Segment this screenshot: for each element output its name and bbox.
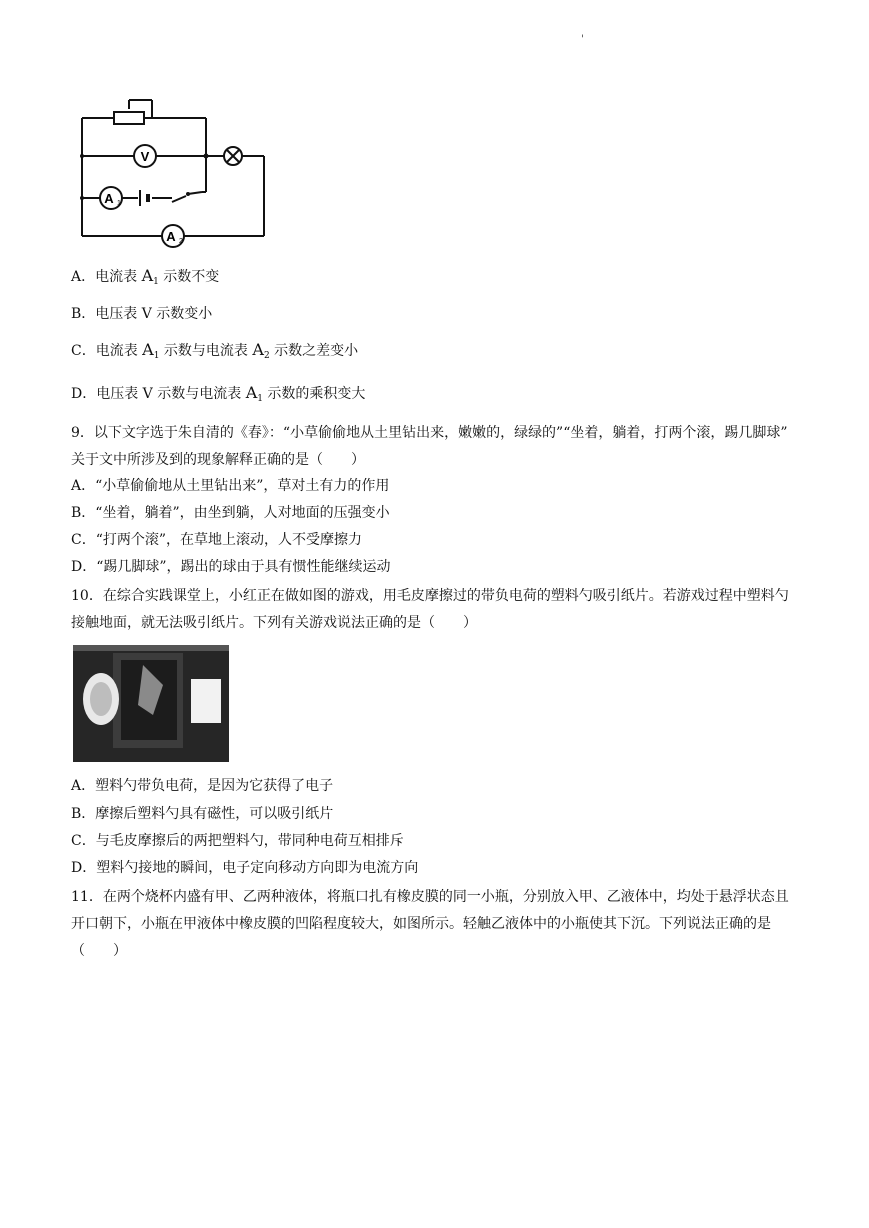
q9-option-b: B．“坐着，躺着”，由坐到躺，人对地面的压强变小 (71, 505, 390, 521)
q9-option-d: D．“踢几脚球”，踢出的球由于具有惯性能继续运动 (71, 559, 391, 575)
q8-option-a: A．电流表 $A_1$ 示数不变 (71, 266, 220, 287)
header-mark: ' (581, 34, 584, 45)
q10-option-c: C．与毛皮摩擦后的两把塑料勺，带同种电荷互相排斥 (71, 833, 404, 849)
q8-option-b: B．电压表 V 示数变小 (71, 306, 213, 322)
ammeter1-sub: 1 (117, 200, 121, 207)
q9-option-a: A．“小草偷偷地从土里钻出来”，草对土有力的作用 (71, 478, 390, 494)
ammeter1-label: A (104, 191, 114, 206)
q9-option-c: C．“打两个滚”，在草地上滚动，人不受摩擦力 (71, 532, 363, 548)
q10-stem: 10．在综合实践课堂上，小红正在做如图的游戏，用毛皮摩擦过的带负电荷的塑料勺吸引纸片。若游戏过程中塑料勺接触地面，就无法吸引纸片。下列有关游戏说法正确的是（ ） (71, 588, 789, 631)
circuit-diagram (76, 98, 270, 250)
game-photo (73, 645, 229, 762)
ammeter2-label: A (166, 229, 176, 244)
game-photo-image (73, 645, 229, 762)
q10-option-b: B．摩擦后塑料勺具有磁性，可以吸引纸片 (71, 806, 334, 822)
q8-option-c: C．电流表 $A_1$ 示数与电流表 $A_2$ 示数之差变小 (71, 340, 359, 361)
q11-stem: 11．在两个烧杯内盛有甲、乙两种液体，将瓶口扎有橡皮膜的同一小瓶，分别放入甲、乙液体中，均处于悬浮状态且开口朝下，小瓶在甲液体中橡皮膜的凹陷程度较大，如图所示。轻触乙液体中的小瓶使其下沉。下列说法正确的是（ ） (71, 889, 789, 959)
q9-stem: 9．以下文字选于朱自清的《春》：“小草偷偷地从土里钻出来，嫩嫩的，绿绿的”“坐着，躺着，打两个滚，踢几脚球” 关于文中所涉及到的现象解释正确的是（ ） (71, 425, 788, 468)
q10-option-d: D．塑料勺接地的瞬间，电子定向移动方向即为电流方向 (71, 860, 419, 876)
ammeter2-sub: 2 (179, 238, 183, 245)
q8-option-d: D．电压表 V 示数与电流表 $A_1$ 示数的乘积变大 (71, 383, 366, 404)
voltmeter-label: V (140, 149, 150, 164)
q10-option-a: A．塑料勺带负电荷，是因为它获得了电子 (71, 778, 334, 794)
